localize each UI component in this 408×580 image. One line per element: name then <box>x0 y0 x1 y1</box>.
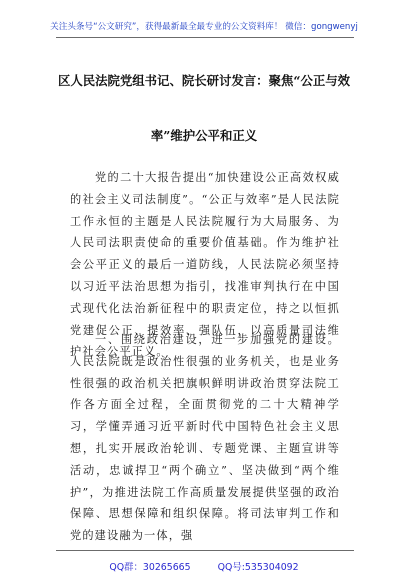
header-divider <box>56 37 354 38</box>
page-footer <box>0 559 408 573</box>
body-paragraph-2: 一、围绕政治建设，进一步加强党的建设。人民法院既是政治性很强的业务机关，也是业务性很强的政治机关把旗帜鲜明讲政治贯穿法院工作各方面全过程，全面贯彻党的二十大精神学习，学懂弄通习近平新时代中国特色社会主义思想，扎实开展政治轮训、专题党课、主题宣讲等活动，忠诚捍卫“两个确立”、坚决做到“两个维护”，为推进法院工作高质量发展提供坚强的政治保障、思想保障和组织保障。将司法审判工作和党的建设融为一体，强 <box>70 333 340 543</box>
body-paragraph-1: 党的二十大报告提出“加快建设公正高效权威的社会主义司法制度”。“公正与效率”是人民法院工作永恒的主题是人民法院履行为大局服务、为人民司法职责使命的重要价值基础。作为维护社会公平正义的最后一道防线，人民法院必须坚持以习近平法治思想为指引，找准审判执行在中国式现代化法治新征程中的职责定位，持之以恒抓党建促公正、提效率、强队伍，以高质量司法维护社会公平正义。 <box>70 171 340 359</box>
document-title-line-1: 区人民法院党组书记、院长研讨发言：聚焦“公正与效 <box>57 73 351 88</box>
page-header-banner: 关注头条号“公文研究”，获得最新最全最专业的公文资料库！ 微信：gongwenyj <box>50 22 358 32</box>
footer-qq-number: QQ号:535304092 <box>217 562 299 573</box>
footer-divider <box>56 550 354 551</box>
document-title-line-2: 率”维护公平和正义 <box>150 128 258 143</box>
footer-qq-group: QQ群：30265665 <box>109 562 191 573</box>
